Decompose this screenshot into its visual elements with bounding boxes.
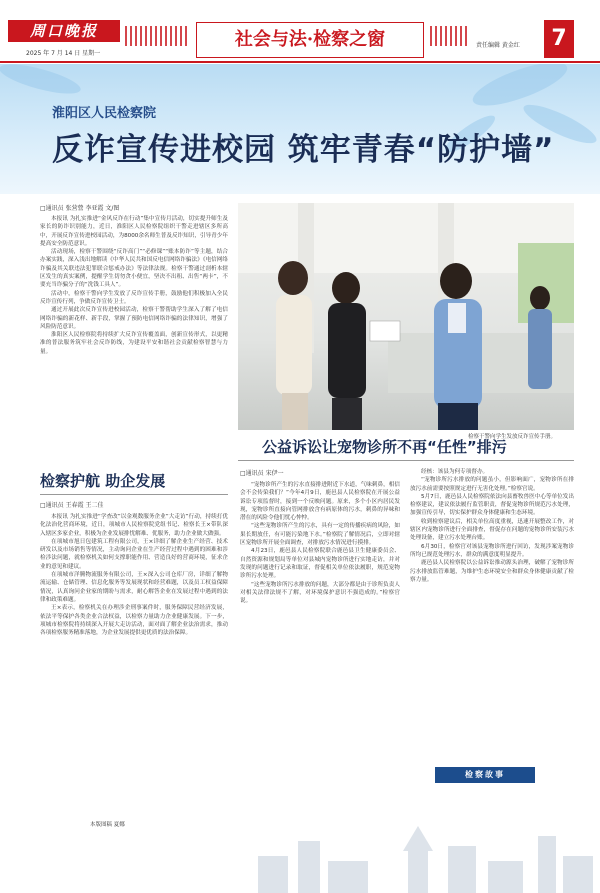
- article3-column-2: [410, 468, 574, 764]
- hero-kicker: 淮阳区人民检察院: [52, 106, 157, 121]
- article3-paragraph: 收到检察建议后，相关单位高度重视，迅速开展整改工作，对辖区内宠物诊所进行全面排查，督促存在问题的宠物诊所安装污水处理设备，建立污水处理台账。: [410, 518, 574, 542]
- article1-paragraph: 本报讯 为扎实推进“金风反诈在行动”集中宣传月活动，切实提升师生及家长的防诈识别能力，近日，淮阳区人民检察院组织干警走进辖区多所高中，开展反诈宣传进校园活动，为8000余名师生普及反诈知识，引导青少年提高安全防范意识。: [40, 216, 228, 247]
- article2-paragraph: 在项城市旭日包建筑工程有限公司，王×详细了解企业生产经营、技术研发以及市场销售等情况，主动询问企业在生产经营过程中遇到的困难和涉检涉法问题，就检察机关如何支撑职能作用、营造良好的营商环境，征求企业的意见和建议。: [40, 538, 228, 570]
- decorative-stripes: [125, 26, 189, 46]
- case-label: 检察故事: [435, 767, 535, 783]
- article2-headline: 检察护航 助企发展: [40, 472, 166, 490]
- section-title: 社会与法·检察之窗: [196, 22, 424, 58]
- article2-paragraph: 本报讯 为扎实推进“学查改”以金观数服务企业”大走访”行动，持续打优化法治化营商环境，近日，项城市人民检察院党组书记、检察长王×带队深入辖区多家企业，积极为企业发展排忧解难、优服务，助力企业做大做强。: [40, 514, 228, 537]
- article3-paragraph: “这些宠物诊所产生的污水，具有一定的传播疾病的风险，如果长期放任，有可能污染地下水。”检察院了解情况后，立即对辖区宠物诊所开展全面调查，对排放污水情况进行摸排。: [240, 523, 400, 547]
- decorative-skyline: [238, 806, 600, 893]
- divider: [40, 494, 228, 495]
- article2-paragraph: 在项城市洋腾物流服务有限公司，王×深入公司仓库厂房，详细了解物流运输、仓储管理、信息化服务等发展现状和经营难题，以及员工权益保障情况，认真询问企业家的期盼与需求，耐心解答企业在发展过程中遇到的法律和政策难题。: [40, 572, 228, 603]
- hero-title: 反诈宣传进校园 筑牢青春“防护墙”: [52, 132, 555, 168]
- divider: [238, 460, 574, 461]
- article3-paragraph: 经核：该县为何专项督办。: [421, 469, 489, 475]
- article2-paragraph: 王×表示，检察机关在办理涉企刑事案件时，服务保障民营经济发展，依法平等保护各类企业合法权益，以检察力量助力企业健康发展。下一步，项城市检察院将持续深入开展大走访活动，面对面了解企业法治需求，推动各项检察服务精准落地，为企业发展提供更优质的法治保障。: [40, 605, 228, 637]
- article1-photo: [238, 203, 574, 430]
- article3-paragraph: 5月7日，鹿邑县人民检察院依法向县畜牧兽医中心等单位发出检察建议，建议依法履行监管职责，督促宠物诊所规范污水处理，加强宣传引导，切实保护群众身体健康和生态环境。: [410, 493, 574, 517]
- photo-caption: 检察干警向学生发放反诈宣传手册。: [468, 434, 557, 440]
- article2-body: [40, 513, 228, 813]
- article3-paragraph: “这些宠物诊所污水排放的问题，大部分都是由于诊所负责人对相关法律法规不了解，对环境保护意识不强造成的。”检察官说。: [240, 581, 400, 605]
- author-line: 本版图稿 夏娜: [90, 822, 125, 828]
- date-line: 2025 年 7 月 14 日 星期一: [26, 50, 101, 57]
- article1-paragraph: 淮阳区人民检察院将持续扩大反诈宣传覆盖面，创新宣传形式，以更精准的普法服务筑牢社会反诈防线，为建设平安和谐社会贡献检察智慧与力量。: [40, 332, 228, 355]
- article1-paragraph: 活动现场，检察干警围绕“反诈高门”“必修课”“账本防诈”等主题，结合办案实践，深入浅出地解读《中华人民共和国反电信网络诈骗法》《电信网络诈骗及其关联违法犯罪联合惩戒办法》等法律法规。检察干警通过剖析本辖区发生的真实案例，提醒学生切勿贪小便宜，坚决不出租、出售“两卡”，不要充当诈骗分子的“洗钱工具人”。: [40, 249, 228, 289]
- editor-credit: 责任编辑 黄金红: [476, 42, 520, 49]
- article1-body: [40, 215, 228, 450]
- article3-headline: 公益诉讼让宠物诊所不再“任性”排污: [262, 438, 507, 456]
- paper-logo: 周口晚报: [8, 20, 120, 42]
- article3-byline: □通讯员 宋伊一: [240, 470, 284, 477]
- article1-paragraph: 通过开展此次反诈宣传进校园活动，检察干警帮助学生深入了解了电信网络诈骗的新花样、新手段，掌握了预防电信网络诈骗的法律知识，增强了风险防范意识。: [40, 307, 228, 330]
- article1-byline: □通讯员 张营營 李亚霞 文/图: [40, 205, 120, 212]
- decorative-stripes-right: [430, 26, 470, 46]
- article3-paragraph: “宠物诊所产生的污水直接排进附近下水道，气味刺鼻，相信会不会传染我们？”今年4月9日，鹿邑县人民检察院在开展公益诉讼专项监督时，接到一个反映问题。原来，多个小区内居民发现，宠物诊所直接向管网排放含有病原体的污水，刺鼻的异味和潜在的风险令他们忧心忡忡。: [240, 482, 400, 522]
- header-rule: [0, 61, 600, 63]
- school-scene-illustration: [238, 203, 574, 430]
- article2-byline: □通讯员 王春霞 王二佳: [40, 502, 104, 509]
- page-number: 7: [544, 20, 574, 58]
- article3-paragraph: 鹿邑县人民检察院以公益诉讼推动源头治理，破解了宠物诊所污水排放监管难题，为维护生态环境安全和群众身体健康贡献了检察力量。: [410, 560, 574, 583]
- article3-column-1: [240, 481, 400, 801]
- article3-paragraph: 6月30日，检察官对该县宠物诊所进行回访，发现涉案宠物诊所均已规范处理污水，群众的满意度明显提升。: [410, 543, 574, 558]
- skyline-icon: [238, 806, 600, 893]
- article1-paragraph: 活动中，检察干警向学生发放了反诈宣传手册，鼓励他们积极加入全民反诈宣传行列，争做反诈宣传卫士。: [40, 290, 228, 305]
- article3-paragraph: “宠物诊所污水排放的问题虽小，但影响面广，宠物诊所在排放污水前需要按照规定进行无害化处理。”检察官说。: [410, 477, 574, 492]
- article3-paragraph: 4月23日，鹿邑县人民检察院联合鹿邑县卫生健康委员会、自然资源和规划局等单位对县城内宠物诊所进行实地走访，并对发现的问题进行记录和取证，督促相关单位依法履职，规范宠物诊所污水处理。: [240, 548, 400, 580]
